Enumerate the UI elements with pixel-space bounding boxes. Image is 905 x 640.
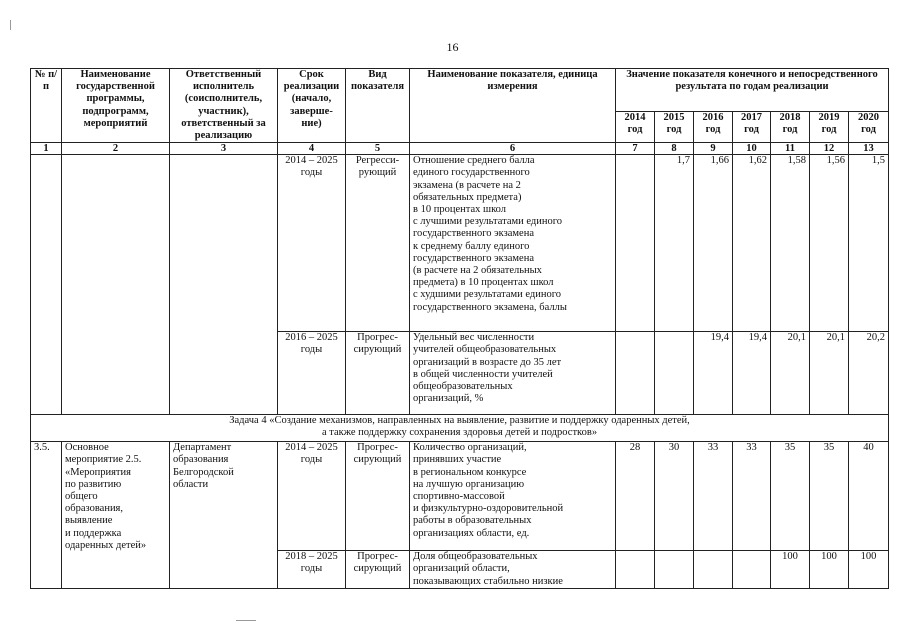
- value-cell: 19,4: [694, 332, 733, 415]
- header-year: 2015 год: [655, 111, 694, 143]
- value-cell: 20,2: [849, 332, 889, 415]
- value-cell: 1,66: [694, 155, 733, 332]
- value-cell: 100: [771, 551, 810, 589]
- scan-mark: [10, 20, 11, 30]
- period-cell: 2014 – 2025 годы: [278, 155, 346, 332]
- indicator-type-cell: Прогрес-сирующий: [346, 442, 410, 551]
- value-cell: 20,1: [810, 332, 849, 415]
- column-number: 4: [278, 143, 346, 155]
- column-number: 9: [694, 143, 733, 155]
- header-indicator-name: Наименование показателя, единица измерения: [410, 69, 616, 143]
- header-year: 2014 год: [616, 111, 655, 143]
- value-cell: 28: [616, 442, 655, 551]
- value-cell: 1,56: [810, 155, 849, 332]
- value-cell: [733, 551, 771, 589]
- header-number: № п/п: [31, 69, 62, 143]
- page-number: 16: [446, 40, 459, 54]
- header-executor: Ответственный исполнитель (соисполнитель, участник), ответственный за реализацию: [170, 69, 278, 143]
- activity-executor: Департамент образования Белгородской области: [170, 442, 278, 589]
- scan-mark: [236, 620, 256, 621]
- value-cell: [616, 551, 655, 589]
- header-year: 2017 год: [733, 111, 771, 143]
- empty-cell: [62, 155, 170, 415]
- column-number: 3: [170, 143, 278, 155]
- value-cell: 1,5: [849, 155, 889, 332]
- value-cell: [694, 551, 733, 589]
- value-cell: [616, 332, 655, 415]
- column-number: 11: [771, 143, 810, 155]
- column-number: 5: [346, 143, 410, 155]
- column-number: 2: [62, 143, 170, 155]
- value-cell: 20,1: [771, 332, 810, 415]
- header-year: 2018 год: [771, 111, 810, 143]
- value-cell: 100: [849, 551, 889, 589]
- value-cell: 33: [694, 442, 733, 551]
- period-cell: 2014 – 2025 годы: [278, 442, 346, 551]
- empty-cell: [31, 155, 62, 415]
- task-heading: Задача 4 «Создание механизмов, направленных на выявление, развитие и поддержку одаренных детей, а также поддержку сохранения здоровья детей и подростков»: [31, 415, 889, 442]
- header-year: 2019 год: [810, 111, 849, 143]
- indicator-name-cell: Отношение среднего балла единого государственного экзамена (в расчете на 2 обязательных предмета) в 10 процентах школ с лучшими результатами единого государственного экзамена к среднему баллу единого государственного экзамена (в расчете на 2 обязательных предмета) в 10 процентах школ с худшими результатами единого государственного экзамена, баллы: [410, 155, 616, 332]
- value-cell: [655, 551, 694, 589]
- column-number: 13: [849, 143, 889, 155]
- value-cell: 35: [810, 442, 849, 551]
- period-cell: 2016 – 2025 годы: [278, 332, 346, 415]
- empty-cell: [170, 155, 278, 415]
- indicator-type-cell: Прогрес-сирующий: [346, 332, 410, 415]
- header-program-name: Наименование государственной программы, подпрограмм, мероприятий: [62, 69, 170, 143]
- value-cell: 1,7: [655, 155, 694, 332]
- header-period: Срок реализации (начало, заверше-ние): [278, 69, 346, 143]
- value-cell: [616, 155, 655, 332]
- column-number: 8: [655, 143, 694, 155]
- header-indicator-type: Вид показателя: [346, 69, 410, 143]
- header-year: 2016 год: [694, 111, 733, 143]
- indicator-type-cell: Регресси-рующий: [346, 155, 410, 332]
- column-number: 7: [616, 143, 655, 155]
- activity-name: Основное мероприятие 2.5. «Мероприятия по развитию общего образования, выявление и поддержка одаренных детей»: [62, 442, 170, 589]
- value-cell: 1,58: [771, 155, 810, 332]
- indicator-name-cell: Доля общеобразовательных организаций области, показывающих стабильно низкие: [410, 551, 616, 589]
- period-cell: 2018 – 2025 годы: [278, 551, 346, 589]
- table-row: [31, 442, 889, 551]
- indicator-name-cell: Количество организаций, принявших участие в региональном конкурсе на лучшую организацию спортивно-массовой и физкультурно-оздоровительной работы в образовательных организациях области, ед.: [410, 442, 616, 551]
- indicator-type-cell: Прогрес-сирующий: [346, 551, 410, 589]
- column-number: 1: [31, 143, 62, 155]
- header-year: 2020 год: [849, 111, 889, 143]
- value-cell: [655, 332, 694, 415]
- value-cell: 33: [733, 442, 771, 551]
- value-cell: 30: [655, 442, 694, 551]
- value-cell: 100: [810, 551, 849, 589]
- value-cell: 19,4: [733, 332, 771, 415]
- column-number: 6: [410, 143, 616, 155]
- column-number: 10: [733, 143, 771, 155]
- indicator-name-cell: Удельный вес численности учителей общеобразовательных организаций в возрасте до 35 лет в общей численности учителей общеобразовательных организаций, %: [410, 332, 616, 415]
- table-row: [31, 155, 889, 332]
- header-values: Значение показателя конечного и непосредственного результата по годам реализации: [616, 69, 889, 112]
- value-cell: 40: [849, 442, 889, 551]
- value-cell: 35: [771, 442, 810, 551]
- indicators-table: [30, 68, 889, 589]
- column-number: 12: [810, 143, 849, 155]
- activity-number: 3.5.: [31, 442, 62, 589]
- value-cell: 1,62: [733, 155, 771, 332]
